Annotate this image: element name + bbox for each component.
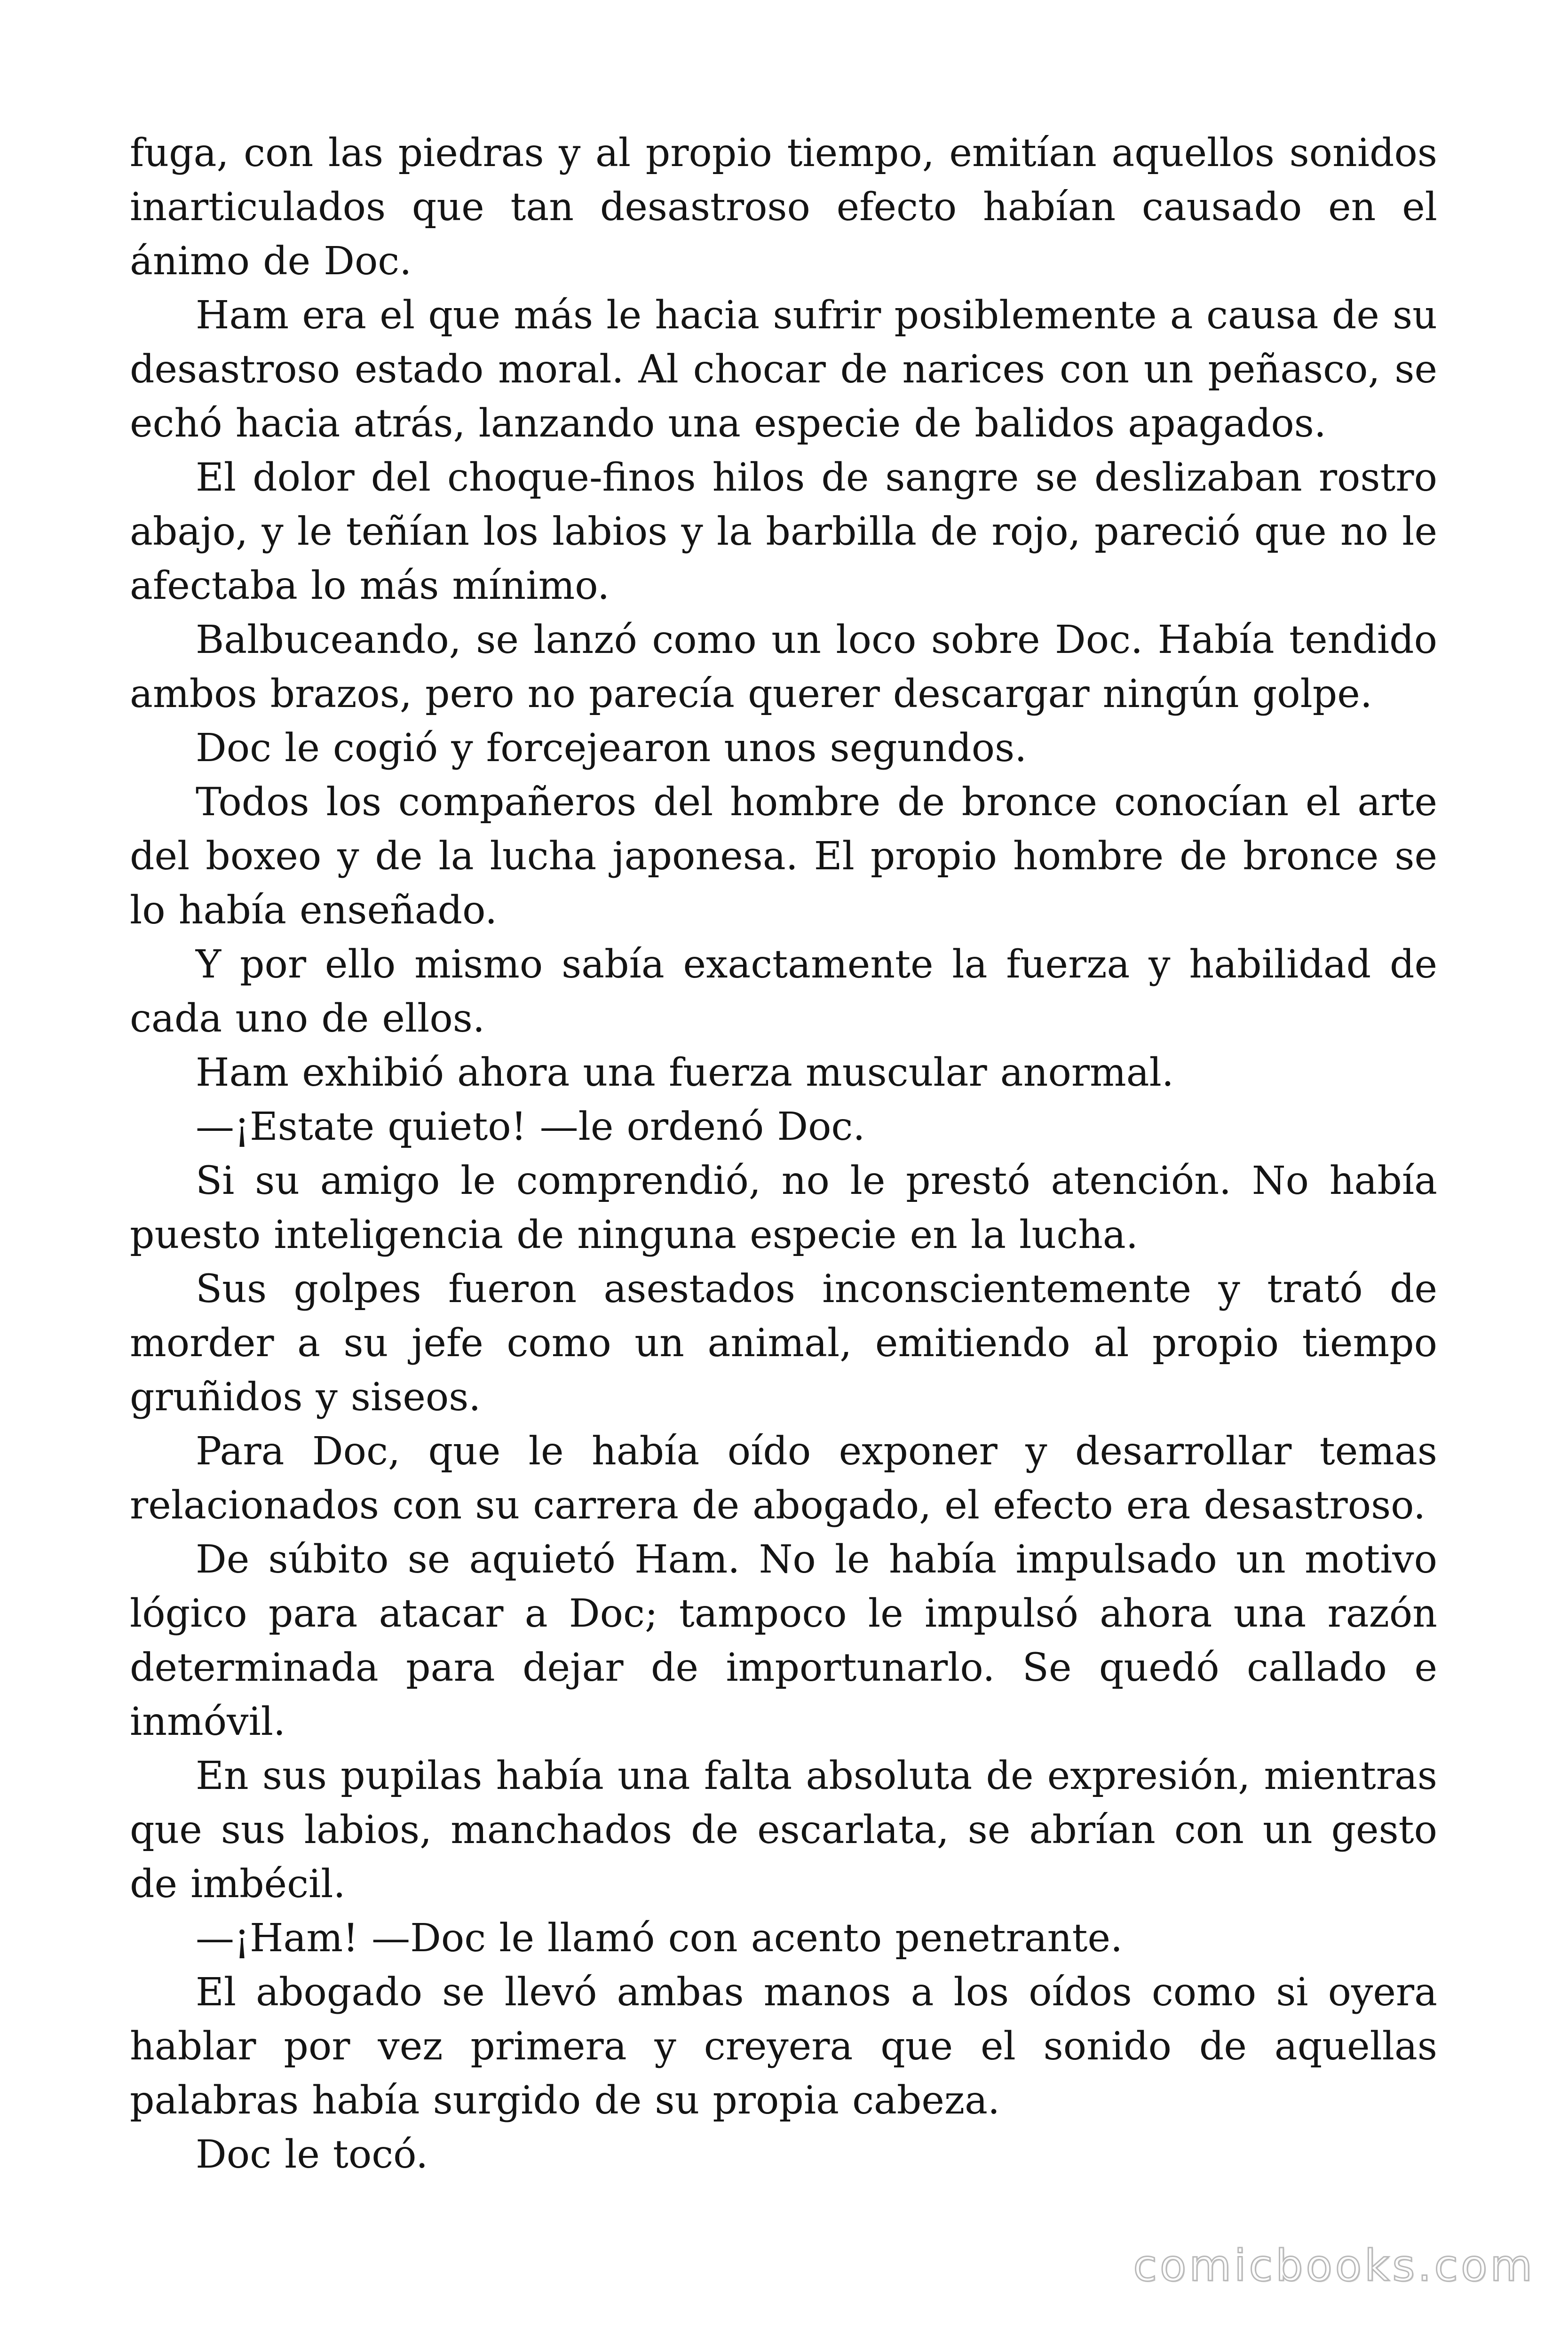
paragraph-16: El abogado se llevó ambas manos a los oídos como si oyera hablar por vez primera y creyera que el sonido de aquellas palabras había surgido de su propia cabeza. xyxy=(130,1970,1437,2123)
paragraph-7: Y por ello mismo sabía exactamente la fuerza y habilidad de cada uno de ellos. xyxy=(130,942,1437,1041)
paragraph-1: fuga, con las piedras y al propio tiempo, emitían aquellos sonidos inarticulados que tan desastroso efecto habían causado en el ánimo de Doc. xyxy=(130,131,1437,284)
paragraph-3: El dolor del choque-finos hilos de sangre se deslizaban rostro abajo, y le teñían los labios y la barbilla de rojo, pareció que no le afectaba lo más mínimo. xyxy=(130,455,1437,608)
paragraph-5: Doc le cogió y forcejearon unos segundos. xyxy=(196,726,1027,771)
watermark: comicbooks.com xyxy=(1133,2241,1535,2291)
book-page-text xyxy=(130,126,1437,2182)
paragraph-11: Sus golpes fueron asestados inconscientemente y trató de morder a su jefe como un animal, emitiendo al propio tiempo gruñidos y siseos. xyxy=(130,1267,1437,1420)
paragraph-4: Balbuceando, se lanzó como un loco sobre Doc. Había tendido ambos brazos, pero no parecía querer descargar ningún golpe. xyxy=(130,618,1437,716)
paragraph-15: —¡Ham! —Doc le llamó con acento penetrante. xyxy=(196,1916,1123,1961)
paragraph-12: Para Doc, que le había oído exponer y desarrollar temas relacionados con su carrera de abogado, el efecto era desastroso. xyxy=(130,1429,1437,1528)
paragraph-14: En sus pupilas había una falta absoluta de expresión, mientras que sus labios, manchados de escarlata, se abrían con un gesto de imbécil. xyxy=(130,1754,1437,1907)
paragraph-17: Doc le tocó. xyxy=(196,2132,428,2177)
paragraph-9: —¡Estate quieto! —le ordenó Doc. xyxy=(196,1104,865,1149)
paragraph-6: Todos los compañeros del hombre de bronce conocían el arte del boxeo y de la lucha japonesa. El propio hombre de bronce se lo había enseñado. xyxy=(130,780,1437,933)
paragraph-2: Ham era el que más le hacia sufrir posiblemente a causa de su desastroso estado moral. Al chocar de narices con un peñasco, se echó hacia atrás, lanzando una especie de balidos apagados. xyxy=(130,293,1437,446)
paragraph-13: De súbito se aquietó Ham. No le había impulsado un motivo lógico para atacar a Doc; tampoco le impulsó ahora una razón determinada para dejar de importunarlo. Se quedó callado e inmóvil. xyxy=(130,1537,1437,1744)
paragraph-10: Si su amigo le comprendió, no le prestó atención. No había puesto inteligencia de ninguna especie en la lucha. xyxy=(130,1159,1437,1257)
paragraph-8: Ham exhibió ahora una fuerza muscular anormal. xyxy=(196,1050,1174,1095)
